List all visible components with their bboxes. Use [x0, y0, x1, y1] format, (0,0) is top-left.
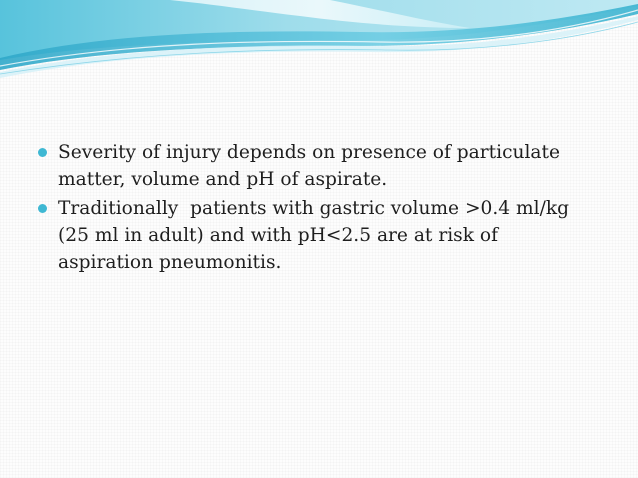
bullet-text-line: aspiration pneumonitis. [58, 252, 282, 273]
bullet-dot-icon [38, 148, 47, 157]
header-wave-decoration [0, 0, 638, 80]
bullet-item [36, 139, 606, 193]
slide-content [36, 139, 606, 278]
bullet-item [36, 195, 606, 276]
bullet-text-line: Severity of injury depends on presence of particulate [58, 142, 560, 163]
bullet-text-line: (25 ml in adult) and with pH<2.5 are at risk of [58, 225, 498, 246]
bullet-text-line: matter, volume and pH of aspirate. [58, 169, 388, 190]
bullet-dot-icon [38, 204, 47, 213]
bullet-text-line: Traditionally patients with gastric volume >0.4 ml/kg [58, 198, 570, 219]
